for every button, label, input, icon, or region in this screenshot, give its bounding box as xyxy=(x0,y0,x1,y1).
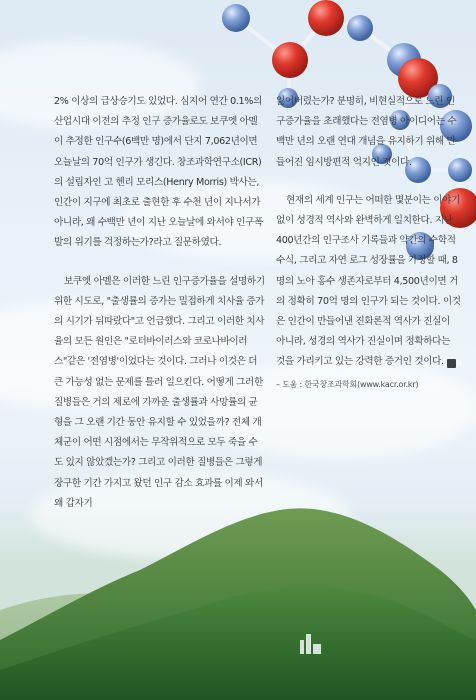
left-text-column xyxy=(54,92,266,514)
end-mark-icon: N xyxy=(447,359,456,368)
right-paragraph-1: 잃어버렸는가? 분명히, 비현실적으로 느린 인구증가율을 초래했다는 전염병 아이디어는 수백만 년의 오랜 연대 개념을 유지하기 위해 만들어진 임시방편적 억지인 것이다. xyxy=(276,96,457,168)
source-credit: – 도움 : 한국창조과학회(www.kacr.or.kr) xyxy=(276,379,419,389)
right-text-column xyxy=(276,92,461,395)
right-paragraph-2-text: 현재의 세계 인구는 어떠한 몇분이는 이야기 없이 성경적 역사와 완벽하게 일치한다. 지난 400년간의 인구조사 기록들과 약간의 수학적 수식, 그리고 자연 로그 성장률을 가정할 때, 8명의 노아 홍수 생존자로부터 4,500년이면 거의 정확히 70억 명의 인구가 되는 것이다. 이것은 인간이 만들어낸 진화론적 역사가 진실이 아니라, 성경의 역사가 진실이며 정확하다는 것을 가리키고 있는 강력한 증거인 것이다. xyxy=(276,194,461,368)
right-paragraph-2 xyxy=(276,191,461,373)
left-paragraph-1: 2% 이상의 급상승기도 있었다. 심지어 연간 0.1%의 산업시대 이전의 추정 인구 증가율로도 보쿠엣 아멜이 추정한 인구수(6백만 명)에서 단지 7,062년이면 오늘날의 70억 인구가 생긴다. 창조과학연구소(ICR)의 설립자인 고 헨리 모리스(Henry Morris) 박사는, 인간이 지구에 최초로 출현한 후 수천 년이 지나서가 아니라, 왜 수백만 년이 지난 오늘날에 와서야 인구폭발의 위기를 걱정하는가?라고 질문하였다. xyxy=(54,96,263,249)
left-paragraph-2: 보쿠엣 아멜은 이러한 느린 인구증가율을 설명하기 위한 시도로, "출생률의 증가는 밀접하게 치사율 증가의 시기가 뒤따랐다"고 언급했다. 그리고 이러한 치사율의 모든 원인은 "로터바이러스와 코로나바이러스"같은 '전염병'이었다는 것이다. 그러나 이것은 더 큰 가능성 없는 문제를 틀러 일으킨다. 어떻게 그러한 질병들은 거의 제로에 가까운 출생률과 사망률의 균형을 그 오랜 기간 동안 유지할 수 있었을까? 전체 개체군이 어떤 시점에서는 무작위적으로 모두 죽을 수도 있지 않았겠는가? 그리고 이러한 질병들은 그렇게 장구한 기간 가지고 왔던 인구 감소 효과를 이제 와서 왜 갑자기 xyxy=(54,275,265,509)
